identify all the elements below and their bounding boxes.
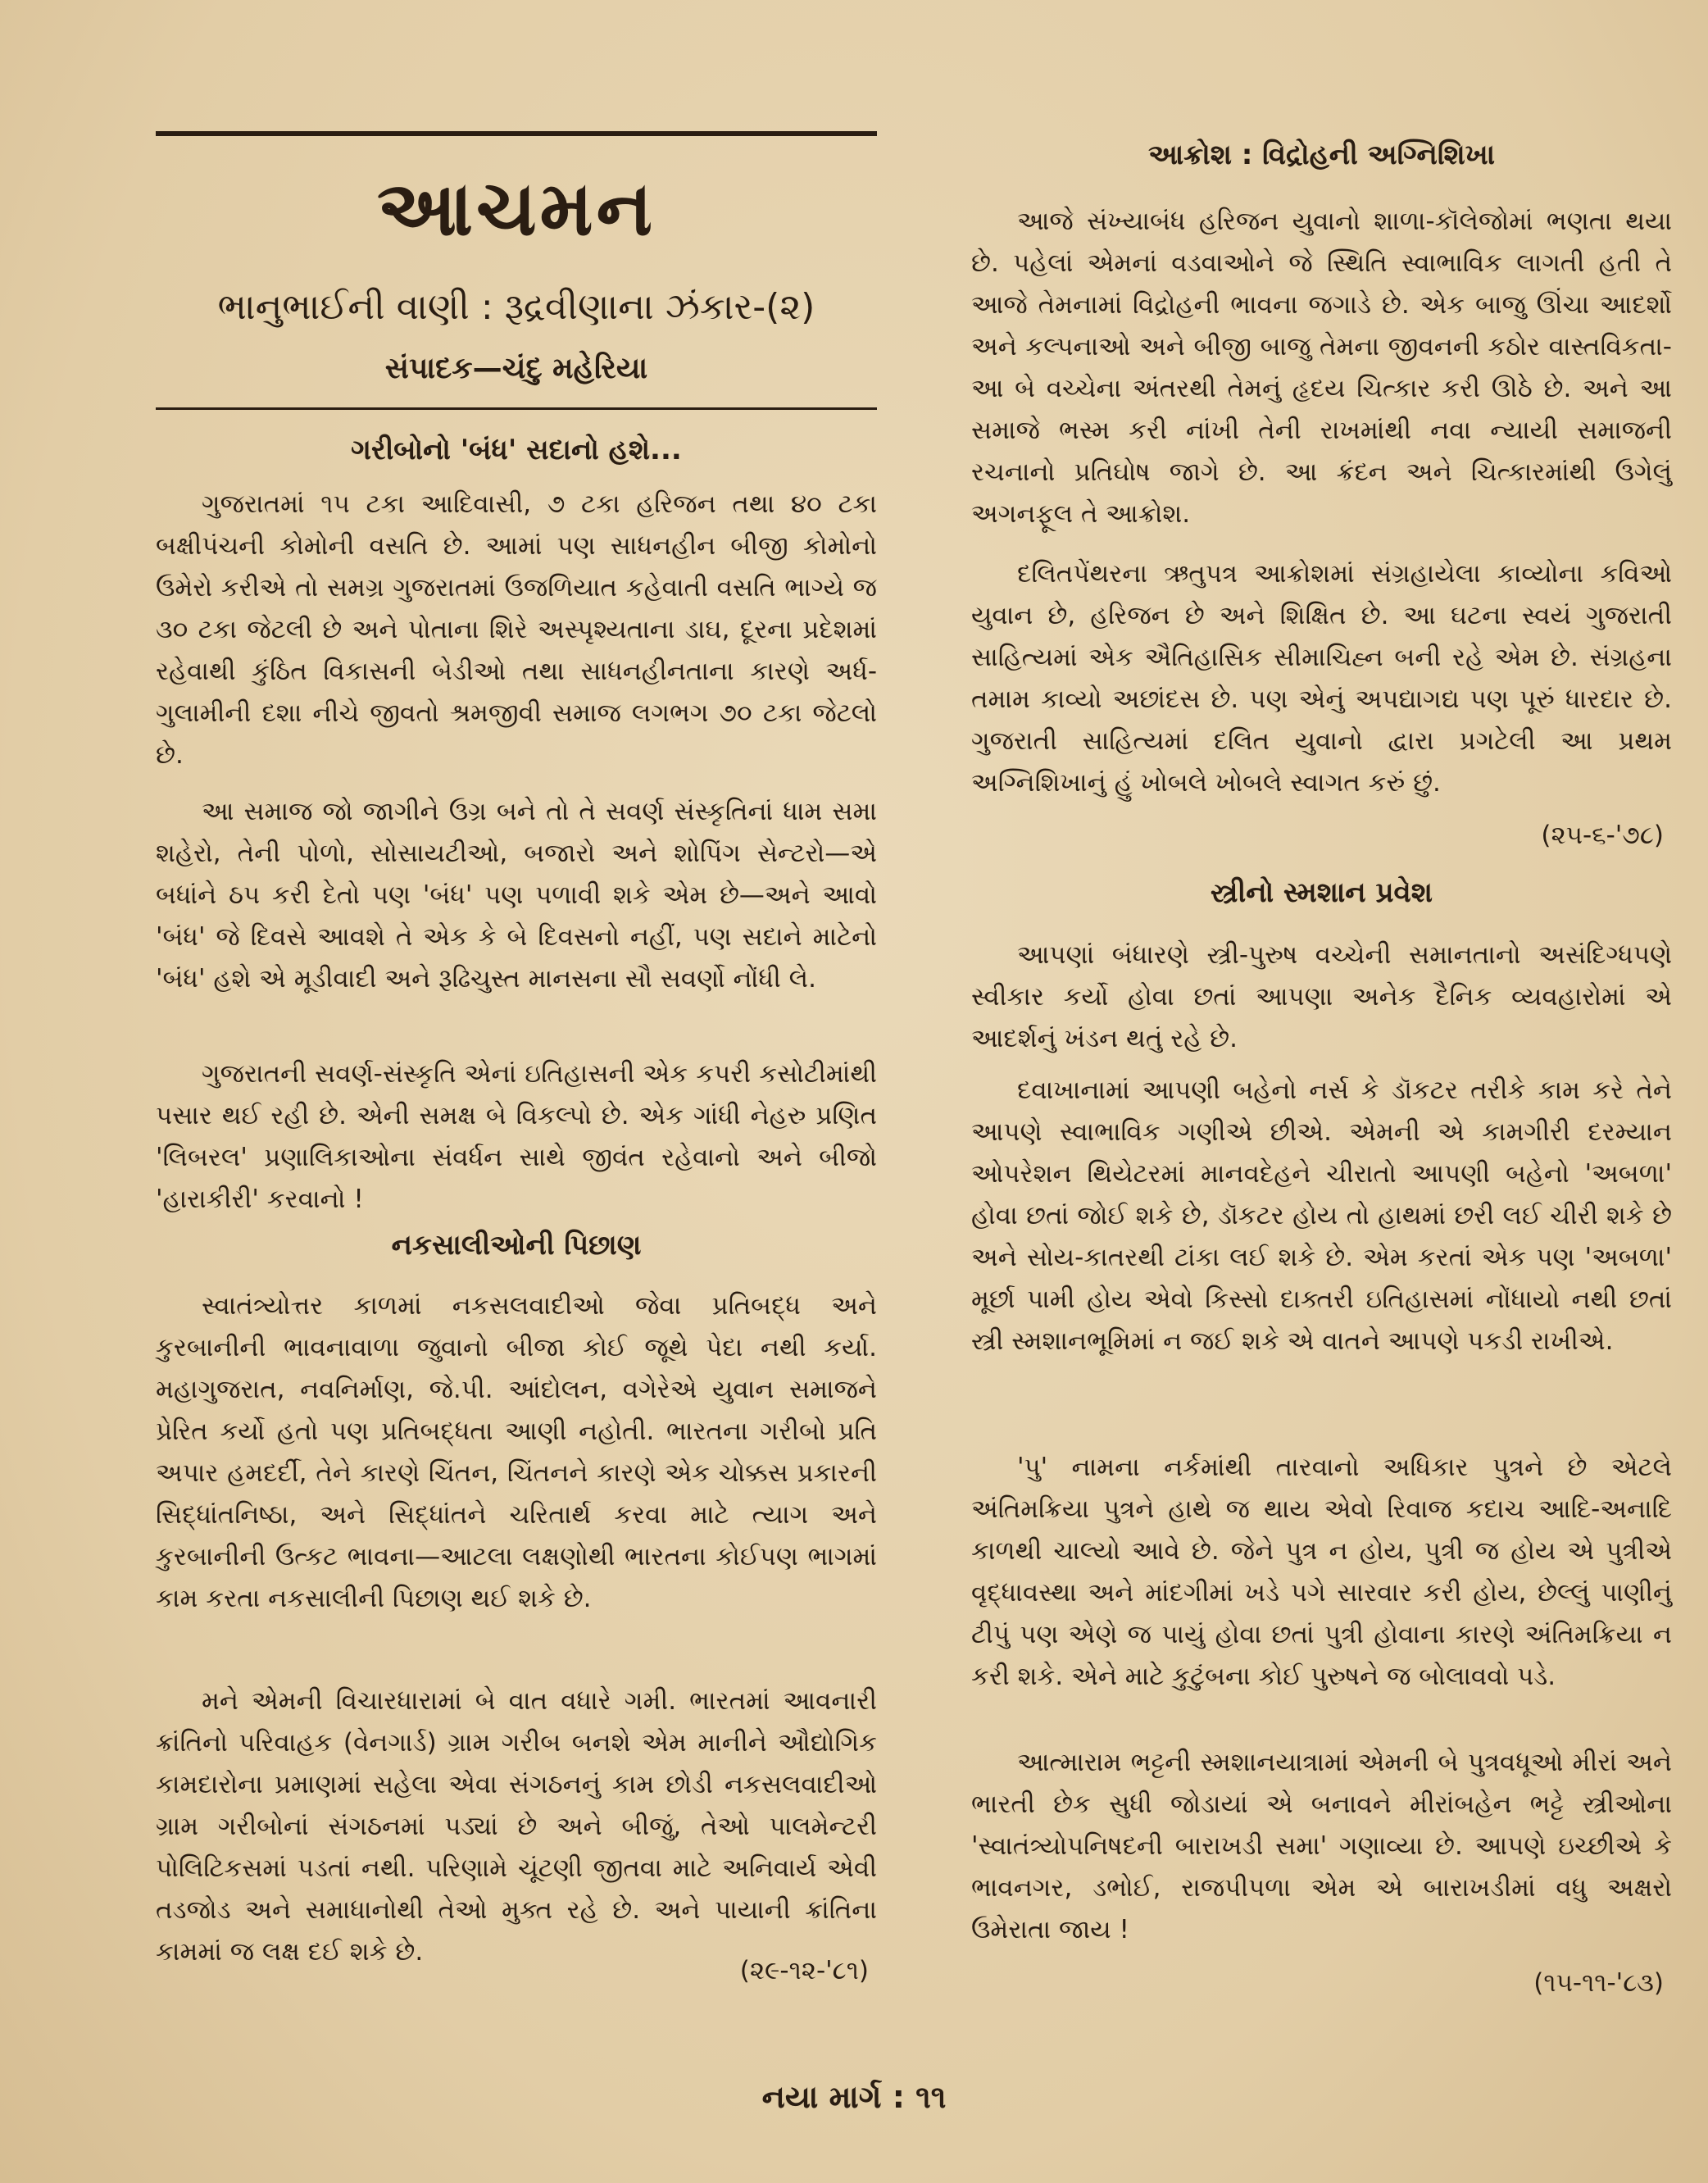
paragraph: દલિતપેંથરના ઋતુપત્ર આક્રોશમાં સંગ્રહાયેલા કાવ્યોના કવિઓ યુવાન છે, હરિજન છે અને શિક્ષિત છે. આ ઘટના સ્વયં ગુજરાતી સાહિત્યમાં એક ઐતિહાસિક સીમાચિહ્ન બની રહે એમ છે. સંગ્રહના તમામ કાવ્યો અછાંદસ છે. પણ એનું અપદ્યાગદ્ય પણ પૂરું ધારદાર છે. ગુજરાતી સાહિત્યમાં દલિત યુવાનો દ્વારા પ્રગટેલી આ પ્રથમ અગ્નિશિખાનું હું ખોબલે ખોબલે સ્વાગત કરું છું. [971, 559, 1672, 798]
section-heading: આક્રોશ : વિદ્રોહની અગ્નિશિખા [1147, 139, 1496, 171]
paragraph: 'પુ' નામના નર્કમાંથી તારવાનો અધિકાર પુત્રને છે એટલે અંતિમક્રિયા પુત્રને હાથે જ થાય એવો રિવાજ કદાચ આદિ-અનાદિ કાળથી ચાલ્યો આવે છે. જેને પુત્ર ન હોય, પુત્રી જ હોય એ પુત્રીએ વૃદ્ધાવસ્થા અને માંદગીમાં ખડે પગે સારવાર કરી હોય, છેલ્લું પાણીનું ટીપું પણ એણે જ પાયું હોવા છતાં પુત્રી હોવાના કારણે અંતિમક્રિયા ન કરી શકે. એને માટે કુટુંબના કોઈ પુરુષને જ બોલાવવો પડે. [971, 1453, 1672, 1691]
masthead-title: આચમન [376, 165, 656, 252]
paragraph: સ્વાતંત્ર્યોત્તર કાળમાં નકસલવાદીઓ જેવા પ્રતિબદ્ધ અને કુરબાનીની ભાવનાવાળા જુવાનો બીજા કોઈ જૂથે પેદા નથી કર્યા. મહાગુજરાત, નવનિર્માણ, જે.પી. આંદોલન, વગેરેએ યુવાન સમાજને પ્રેરિત કર્યો હતો પણ પ્રતિબદ્ધતા આણી નહોતી. ભારતના ગરીબો પ્રતિ અપાર હમદર્દી, તેને કારણે ચિંતન, ચિંતનને કારણે એક ચોક્કસ પ્રકારની સિદ્ધાંતનિષ્ઠા, અને સિદ્ધાંતને ચરિતાર્થ કરવા માટે ત્યાગ અને કુરબાનીની ઉત્કટ ભાવના—આટલા લક્ષણોથી ભારતના કોઈપણ ભાગમાં કામ કરતા નકસાલીની પિછાણ થઈ શકે છે. [156, 1291, 877, 1613]
header-rule [156, 407, 877, 410]
page-footer: નયા માર્ગ : ૧૧ [761, 2079, 947, 2115]
paragraph: દવાખાનામાં આપણી બહેનો નર્સ કે ડૉકટર તરીકે કામ કરે તેને આપણે સ્વાભાવિક ગણીએ છીએ. એમની એ કામગીરી દરમ્યાન ઓપરેશન થિયેટરમાં માનવદેહને ચીરાતો આપણી બહેનો 'અબળા' હોવા છતાં જોઈ શકે છે, ડૉકટર હોય તો હાથમાં છરી લઈ ચીરી શકે છે અને સોય-કાતરથી ટાંકા લઈ શકે છે. એમ કરતાં એક પણ 'અબળા' મૂર્છા પામી હોય એવો કિસ્સો દાક્તરી ઇતિહાસમાં નોંધાયો નથી છતાં સ્ત્રી સ્મશાનભૂમિમાં ન જઈ શકે એ વાતને આપણે પકડી રાખીએ. [971, 1076, 1672, 1356]
editor-credit: સંપાદક—ચંદુ મહેરિયા [384, 352, 648, 385]
paragraph: આ સમાજ જો જાગીને ઉગ્ર બને તો તે સવર્ણ સંસ્કૃતિનાં ધામ સમા શહેરો, તેની પોળો, સોસાયટીઓ, બજારો અને શોપિંગ સેન્ટરો—એ બધાંને ઠપ કરી દેતો પણ 'બંધ' પણ પળાવી શકે એમ છે—અને આવો 'બંધ' જે દિવસે આવશે તે એક કે બે દિવસનો નહીં, પણ સદાને માટેનો 'બંધ' હશે એ મૂડીવાદી અને રૂઢિચુસ્ત માનસના સૌ સવર્ણો નોંધી લે. [156, 797, 877, 994]
paragraph: ગુજરાતની સવર્ણ-સંસ્કૃતિ એનાં ઇતિહાસની એક કપરી કસોટીમાંથી પસાર થઈ રહી છે. એની સમક્ષ બે વિકલ્પો છે. એક ગાંધી નેહરુ પ્રણિત 'લિબરલ' પ્રણાલિકાઓના સંવર્ધન સાથે જીવંત રહેવાનો અને બીજો 'હારાકીરી' કરવાનો ! [156, 1059, 877, 1214]
paragraph: ગુજરાતમાં ૧૫ ટકા આદિવાસી, ૭ ટકા હરિજન તથા ૪૦ ટકા બક્ષીપંચની કોમોની વસતિ છે. આમાં પણ સાધનહીન બીજી કોમોનો ઉમેરો કરીએ તો સમગ્ર ગુજરાતમાં ઉજળિયાત કહેવાતી વસતિ ભાગ્યે જ ૩૦ ટકા જેટલી છે અને પોતાના શિરે અસ્પૃશ્યતાના ડાઘ, દૂરના પ્રદેશમાં રહેવાથી કુંઠિત વિકાસની બેડીઓ તથા સાધનહીનતાના કારણે અર્ધ-ગુલામીની દશા નીચે જીવતો શ્રમજીવી સમાજ લગભગ ૭૦ ટકા જેટલો છે. [156, 489, 877, 770]
paragraph: આત્મારામ ભટ્ટની સ્મશાનયાત્રામાં એમની બે પુત્રવધૂઓ મીરાં અને ભારતી છેક સુધી જોડાયાં એ બનાવને મીરાંબહેન ભટ્ટે સ્ત્રીઓના 'સ્વાતંત્ર્યોપનિષદની બારાખડી સમા' ગણાવ્યા છે. આપણે ઇચ્છીએ કે ભાવનગર, ડભોઈ, રાજપીપળા એમ એ બારાખડીમાં વધુ અક્ષરો ઉમેરાતા જાય ! [971, 1748, 1672, 1944]
section-heading: નકસાલીઓની પિછાણ [391, 1229, 642, 1262]
section-heading: ગરીબોનો 'બંધ' સદાનો હશે... [351, 434, 682, 466]
paragraph: આજે સંખ્યાબંધ હરિજન યુવાનો શાળા-કૉલેજોમાં ભણતા થયા છે. પહેલાં એમનાં વડવાઓને જે સ્થિતિ સ્વાભાવિક લાગતી હતી તે આજે તેમનામાં વિદ્રોહની ભાવના જગાડે છે. એક બાજુ ઊંચા આદર્શો અને કલ્પનાઓ અને બીજી બાજુ તેમના જીવનની કઠોર વાસ્તવિકતા-આ બે વચ્ચેના અંતરથી તેમનું હૃદય ચિત્કાર કરી ઊઠે છે. અને આ સમાજે ભસ્મ કરી નાંખી તેની રાખમાંથી નવા ન્યાયી સમાજની રચનાનો પ્રતિઘોષ જાગે છે. આ ક્રંદન અને ચિત્કારમાંથી ઉગેલું અગનફૂલ તે આક્રોશ. [971, 207, 1672, 529]
date-stamp: (૨૫-૬-'૭૮) [1541, 821, 1664, 850]
date-stamp: (૨૯-૧૨-'૮૧) [739, 1956, 869, 1985]
column-subtitle: ભાનુભાઈની વાણી : રૂદ્રવીણાના ઝંકાર-(૨) [217, 286, 815, 328]
top-rule [156, 131, 877, 136]
paragraph: આપણાં બંધારણે સ્ત્રી-પુરુષ વચ્ચેની સમાનતાનો અસંદિગ્ધપણે સ્વીકાર કર્યો હોવા છતાં આપણા અનેક દૈનિક વ્યવહારોમાં એ આદર્શનું ખંડન થતું રહે છે. [971, 940, 1672, 1053]
paragraph: મને એમની વિચારધારામાં બે વાત વધારે ગમી. ભારતમાં આવનારી ક્રાંતિનો પરિવાહક (વેનગાર્ડ) ગ્રામ ગરીબ બનશે એમ માનીને ઔદ્યોગિક કામદારોના પ્રમાણમાં સહેલા એવા સંગઠનનું કામ છોડી નકસલવાદીઓ ગ્રામ ગરીબોનાં સંગઠનમાં પડ્યાં છે અને બીજું, તેઓ પાલમેન્ટરી પોલિટિકસમાં પડતાં નથી. પરિણામે ચૂંટણી જીતવા માટે અનિવાર્ય એવી તડજોડ અને સમાધાનોથી તેઓ મુક્ત રહે છે. અને પાયાની ક્રાંતિના કામમાં જ લક્ષ દઈ શકે છે. [156, 1686, 877, 1967]
date-stamp: (૧૫-૧૧-'૮૩) [1533, 1968, 1664, 1998]
section-heading: સ્ત્રીનો સ્મશાન પ્રવેશ [1211, 876, 1433, 909]
